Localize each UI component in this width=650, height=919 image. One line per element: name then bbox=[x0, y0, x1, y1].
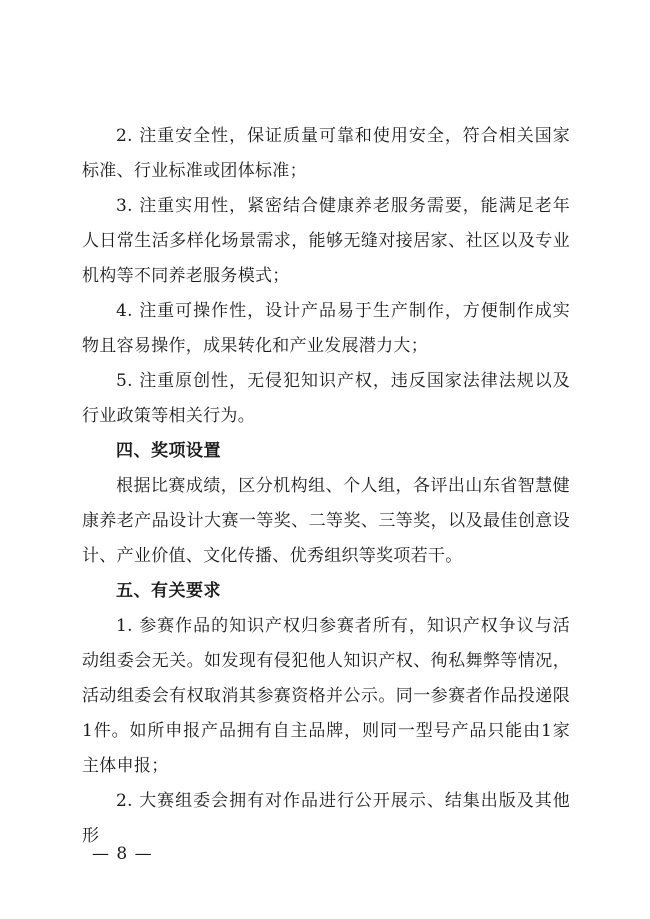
paragraph-operability: 4. 注重可操作性，设计产品易于生产制作，方便制作成实物且容易操作，成果转化和产业发展潜力大； bbox=[82, 301, 570, 356]
paragraph-safety: 2. 注重安全性，保证质量可靠和使用安全，符合相关国家标准、行业标准或团体标准； bbox=[82, 126, 570, 181]
paragraph-originality: 5. 注重原创性，无侵犯知识产权，违反国家法律法规以及行业政策等相关行为。 bbox=[82, 371, 570, 426]
section-heading-awards: 四、奖项设置 bbox=[116, 441, 221, 461]
document-body bbox=[82, 119, 570, 854]
paragraph-awards: 根据比赛成绩，区分机构组、个人组，各评出山东省智慧健康养老产品设计大赛一等奖、二等奖、三等奖，以及最佳创意设计、产业价值、文化传播、优秀组织等奖项若干。 bbox=[82, 476, 570, 566]
paragraph-exhibition-rights: 2. 大赛组委会拥有对作品进行公开展示、结集出版及其他形 bbox=[82, 791, 570, 846]
section-heading-requirements: 五、有关要求 bbox=[116, 581, 221, 601]
paragraph-practicality: 3. 注重实用性，紧密结合健康养老服务需要，能满足老年人日常生活多样化场景需求，能够无缝对接居家、社区以及专业机构等不同养老服务模式； bbox=[82, 196, 570, 286]
paragraph-ip-rights: 1. 参赛作品的知识产权归参赛者所有，知识产权争议与活动组委会无关。如发现有侵犯他人知识产权、徇私舞弊等情况，活动组委会有权取消其参赛资格并公示。同一参赛者作品投递限1件。如所申报产品拥有自主品牌，则同一型号产品只能由1家主体申报； bbox=[82, 616, 570, 776]
page-number: — 8 — bbox=[92, 844, 153, 864]
